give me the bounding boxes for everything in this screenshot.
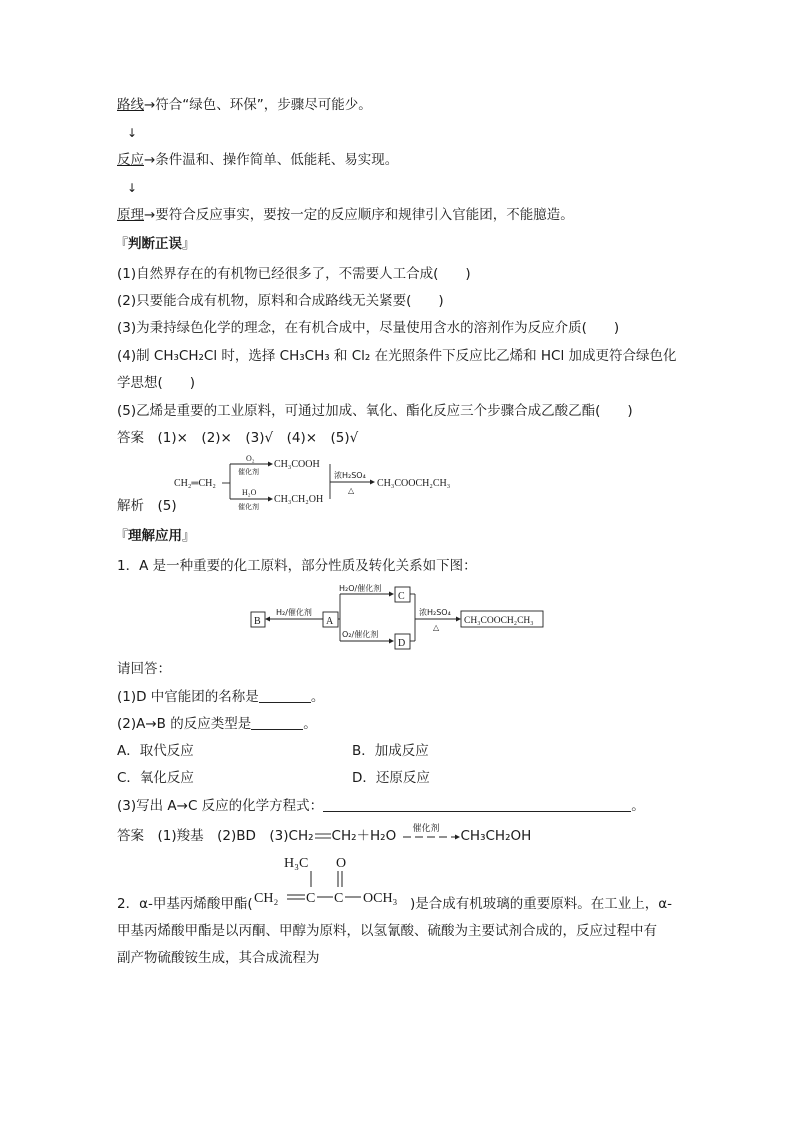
intro-line-reaction (117, 151, 398, 169)
principle-description: →要符合反应事实，要按一定的反应顺序和规律引入官能团，不能臆造。 (144, 207, 574, 223)
arrowhead-a-to-b (265, 617, 270, 622)
reagent-a-to-c: H₂O/催化剂 (339, 584, 382, 593)
question-1-stem: 1．A 是一种重要的化工原料，部分性质及转化关系如下图： (117, 558, 477, 574)
scheme-top-catalyst: 催化剂 (238, 468, 259, 476)
keyword-route: 路线 (117, 97, 144, 113)
arrowhead-a-to-d (389, 639, 394, 644)
ethene-synthesis-scheme (170, 452, 470, 512)
down-arrow-icon: ↓ (127, 181, 138, 195)
label-b: B (254, 616, 261, 627)
judge-answer: 答案 (1)× (2)× (3)√ (4)× (5)√ (117, 430, 359, 446)
option-d[interactable]: D．还原反应 (352, 770, 430, 786)
answer-blank[interactable] (259, 688, 311, 703)
methyl-group: H₃C (284, 856, 309, 871)
alpha-carbon: C (306, 891, 316, 906)
scheme-bottom-catalyst: 催化剂 (238, 503, 259, 511)
option-a[interactable]: A．取代反应 (117, 743, 194, 759)
scheme-merge-arrowhead (370, 480, 375, 485)
question-1-scheme (248, 583, 548, 653)
route-description: →符合“绿色、环保”，步骤尽可能少。 (144, 97, 372, 113)
carboxyl-carbon: C (334, 891, 344, 906)
scheme-merge-reagent: 浓H₂SO₄ (334, 471, 366, 480)
vinyl-ch2: CH₂ (254, 891, 279, 906)
label-c: C (398, 591, 405, 602)
reagent-a-to-b: H₂/催化剂 (276, 608, 312, 617)
down-arrow-icon: ↓ (127, 126, 138, 140)
scheme-top-reagent: O₂ (246, 454, 255, 463)
mma-structure (250, 853, 410, 915)
arrowhead-a-to-c (389, 592, 394, 597)
judge-item-4: (4)制 CH₃CH₂Cl 时，选择 CH₃CH₃ 和 Cl₂ 在光照条件下反应比乙烯和 HCl 加成更符合绿色化 (117, 348, 677, 364)
label-product: CH₃COOCH₂CH₃ (464, 616, 534, 626)
keyword-reaction: 反应 (117, 152, 144, 168)
scheme-bottom-product: CH₃CH₂OH (274, 494, 324, 505)
methoxy-group: OCH₃ (363, 891, 398, 906)
option-b[interactable]: B．加成反应 (352, 743, 429, 759)
judge-item-2: (2)只要能合成有机物，原料和合成路线无关紧要( ) (117, 293, 444, 309)
judge-item-1: (1)自然界存在的有机物已经很多了，不需要人工合成( ) (117, 266, 471, 282)
label-d: D (398, 638, 406, 649)
ask-prompt: 请回答： (117, 661, 171, 677)
question-1-part-1: (1)D 中官能团的名称是 。 (117, 689, 325, 705)
merge-reagent: 浓H₂SO₄ (419, 608, 451, 617)
scheme-final-product: CH₃COOCH₂CH₃ (377, 478, 451, 489)
judge-analysis: 解析 (5) (117, 498, 177, 514)
judge-item-4-cont: 学思想( ) (117, 375, 196, 391)
judge-item-3: (3)为秉持绿色化学的理念，在有机合成中，尽量使用含水的溶剂作为反应介质( ) (117, 320, 620, 336)
reagent-a-to-d: O₂/催化剂 (342, 630, 379, 639)
question-2-line-3: 副产物硫酸铵生成，其合成流程为 (117, 950, 320, 966)
keyword-principle: 原理 (117, 207, 144, 223)
section-title-apply: 『理解应用』 (115, 528, 196, 544)
merge-arrowhead (456, 617, 461, 622)
scheme-start: CH₂═CH₂ (174, 478, 216, 489)
double-bond (314, 831, 332, 841)
scheme-bottom-reagent: H₂O (242, 488, 257, 497)
scheme-bottom-arrowhead (268, 497, 273, 502)
judge-item-5: (5)乙烯是重要的工业原料，可通过加成、氧化、酯化反应三个步骤合成乙酸乙酯( ) (117, 403, 633, 419)
question-1-part-3: (3)写出 A→C 反应的化学方程式： 。 (117, 798, 645, 814)
question-2-line-2: 甲基丙烯酸甲酯是以丙酮、甲醇为原料，以氢氰酸、硫酸为主要试剂合成的，反应过程中有 (117, 923, 657, 939)
scheme-top-product: CH₃COOH (274, 459, 320, 470)
intro-line-route (117, 96, 372, 114)
question-1-answer: 答案 (1)羧基 (2)BD (3)CH₂ CH₂＋H₂O 催化剂 CH₃CH₂OH (117, 824, 532, 844)
label-a: A (326, 616, 334, 627)
scheme-top-arrowhead (268, 462, 273, 467)
reaction-description: →条件温和、操作简单、低能耗、易实现。 (144, 152, 399, 168)
answer-blank[interactable] (323, 797, 631, 812)
catalyst-arrow: 催化剂 (401, 827, 461, 845)
carbonyl-oxygen: O (336, 856, 347, 871)
question-2-line-1-end: )是合成有机玻璃的重要原料。在工业上，α- (410, 896, 673, 912)
scheme-merge-condition: △ (348, 486, 355, 495)
question-1-part-2: (2)A→B 的反应类型是 。 (117, 716, 317, 732)
merge-condition: △ (433, 623, 440, 632)
question-2-line-1-start: 2．α-甲基丙烯酸甲酯( (117, 896, 253, 912)
answer-blank[interactable] (251, 715, 303, 730)
section-title-judge: 『判断正误』 (115, 236, 196, 252)
option-c[interactable]: C．氧化反应 (117, 770, 194, 786)
reaction-arrow-icon (401, 827, 461, 845)
intro-line-principle (117, 206, 574, 224)
